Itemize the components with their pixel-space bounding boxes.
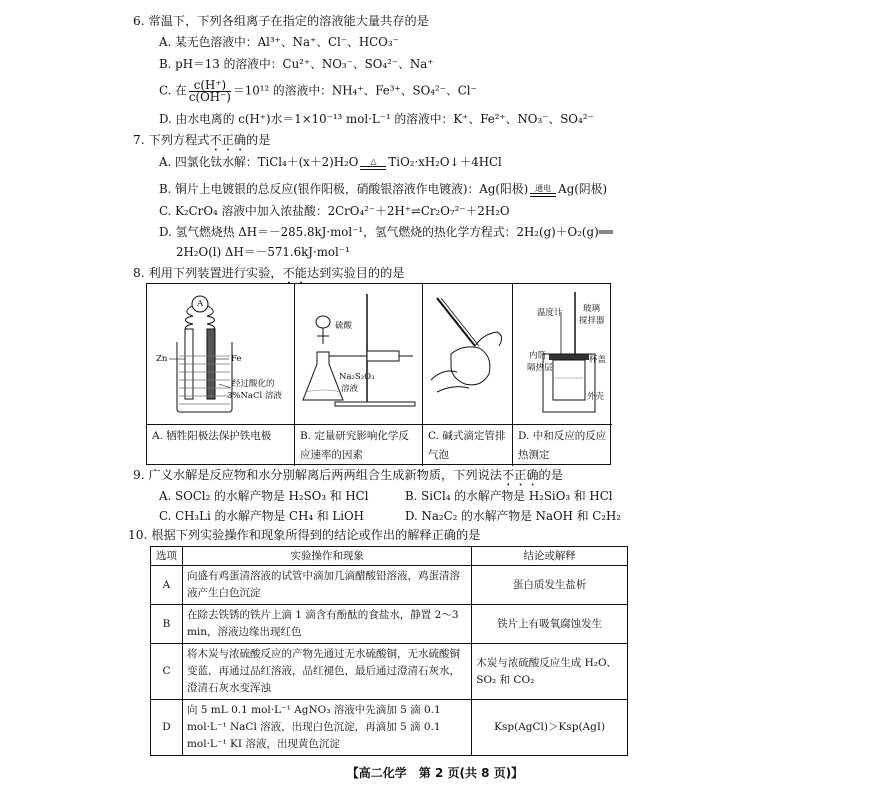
stirrer-label-line1: 玻璃 [583, 304, 601, 314]
q9-option-a: A. SOCl₂ 的水解产物是 H₂SO₃ 和 HCl [159, 489, 369, 503]
figure-d-caption: D. 中和反应的反应热测定 [513, 424, 612, 466]
fe-label: Fe [231, 354, 242, 364]
table-header-option: 选项 [151, 547, 183, 566]
table-header-operation: 实验操作和现象 [182, 547, 471, 566]
q9-option-c: C. CH₃Li 的水解产物是 CH₄ 和 LiOH [159, 509, 364, 523]
q7-option-b-condition [530, 184, 556, 197]
figure-a-caption: A. 牺牲阳极法保护铁电极 [147, 424, 294, 466]
table-row [151, 644, 628, 700]
row-conclusion: 铁片上有吸氧腐蚀发生 [472, 605, 628, 644]
row-operation: 将木炭与浓硫酸反应的产物先通过无水硫酸铜，无水硫酸铜变蓝，再通过品红溶液，品红褪色，最后通过澄清石灰水，澄清石灰水变浑浊 [182, 644, 471, 700]
q8-figure-grid [146, 283, 611, 465]
q7-stem-b: 的是 [246, 133, 271, 147]
q7-option-b-left: B. 铜片上电镀银的总反应(银作阳极，硝酸银溶液作电镀液)：Ag(阳极) [159, 182, 529, 196]
equals-arrow-icon [360, 166, 386, 170]
row-operation: 在除去铁锈的铁片上滴 1 滴含有酚酞的食盐水，静置 2～3 min，溶液边缘出现红色 [182, 605, 471, 644]
inner-cup-label: 内筒 [529, 351, 547, 361]
page-footer: 【高二化学 第 2 页(共 8 页)】 [346, 766, 524, 780]
table-header-conclusion: 结论或解释 [472, 547, 628, 566]
solution-label-line1: 经过酸化的 [232, 379, 275, 389]
insulation-label: 隔热层 [527, 363, 553, 373]
solution-label-line2: 3%NaCl 溶液 [227, 391, 282, 401]
row-operation: 向盛有鸡蛋清溶液的试管中滴加几滴醋酸铅溶液，鸡蛋清溶液产生白色沉淀 [182, 566, 471, 605]
row-option: A [151, 566, 183, 605]
q6-option-a: A. 某无色溶液中：Al³⁺、Na⁺、Cl⁻、HCO₃⁻ [159, 35, 399, 49]
q7-option-b [159, 181, 607, 197]
q7-option-a-condition-label: △ [370, 156, 377, 166]
q9-stem-emphasis: 不正确 [501, 468, 539, 482]
stirrer-label-line2: 搅拌器 [579, 316, 605, 326]
sacrificial-anode-apparatus-icon [147, 284, 295, 424]
zn-label: Zn [156, 354, 168, 364]
q9-option-b: B. SiCl₄ 的水解产物是 H₂SiO₃ 和 HCl [405, 489, 613, 503]
q7-option-d-line2: 2H₂O(l) ΔH＝－571.6kJ·mol⁻¹ [176, 245, 350, 259]
row-operation: 向 5 mL 0.1 mol·L⁻¹ AgNO₃ 溶液中先滴加 5 滴 0.1 mol·L⁻¹ NaCl 溶液，出现白色沉淀，再滴加 5 滴 0.1 mol·L⁻¹ KI 溶液，出现黄色沉淀 [182, 700, 471, 756]
figure-b [295, 284, 423, 466]
row-conclusion: Ksp(AgCl)＞Ksp(AgI) [472, 700, 628, 756]
figure-c-caption: C. 碱式滴定管排气泡 [423, 424, 512, 466]
q9-option-d: D. Na₂C₂ 的水解产物是 NaOH 和 C₂H₂ [405, 509, 622, 523]
q6-option-d: D. 由水电离的 c(H⁺)水＝1×10⁻¹³ mol·L⁻¹ 的溶液中：K⁺、Fe²⁺、NO₃⁻、SO₄²⁻ [159, 112, 594, 126]
q6-option-c-prefix: C. 在 [159, 83, 187, 98]
q6-option-c [159, 80, 477, 103]
q7-option-a-condition [360, 157, 386, 170]
table-row [151, 700, 628, 756]
q9-stem [133, 467, 563, 489]
burette-hands-icon [423, 284, 513, 424]
q10-stem: 10. 根据下列实验操作和现象所得到的结论或作出的解释正确的是 [128, 528, 481, 542]
q10-table [150, 546, 628, 756]
q7-stem [133, 132, 270, 154]
q7-stem-emphasis: 不正确 [209, 133, 247, 147]
row-option: D [151, 700, 183, 756]
thermometer-label: 温度计 [537, 308, 563, 318]
outer-shell-label: 外壳 [587, 392, 605, 402]
thiosulfate-label-line1: Na₂S₂O₃ [339, 372, 375, 382]
table-row [151, 605, 628, 644]
q8-stem-emphasis: 不能 [282, 266, 307, 280]
q7-option-b-condition-label: 通电 [535, 183, 552, 193]
q6-fraction [189, 80, 231, 103]
q7-option-b-right: Ag(阴极) [558, 182, 608, 196]
q6-option-c-suffix: ＝10¹² 的溶液中：NH₄⁺、Fe³⁺、SO₄²⁻、Cl⁻ [232, 83, 477, 98]
row-conclusion: 蛋白质发生盐析 [472, 566, 628, 605]
sulfuric-acid-label: 硫酸 [335, 321, 353, 331]
reaction-rate-apparatus-icon [295, 284, 423, 424]
table-header-row [151, 547, 628, 566]
q6-option-b: B. pH＝13 的溶液中：Cu²⁺、NO₃⁻、SO₄²⁻、Na⁺ [159, 57, 434, 71]
figure-b-caption: B. 定量研究影响化学反应速率的因素 [295, 424, 422, 466]
q8-stem-b: 达到实验目的的是 [306, 266, 405, 280]
q9-stem-b: 的是 [538, 468, 563, 482]
q7-stem-a: 7. 下列方程式 [133, 133, 210, 147]
row-option: B [151, 605, 183, 644]
q9-stem-a: 9. 广义水解是反应物和水分别解离后两两组合生成新物质，下列说法 [133, 468, 502, 482]
row-option: C [151, 644, 183, 700]
lid-label: 杯盖 [589, 355, 607, 365]
q7-option-a-left: A. 四氯化钛水解：TiCl₄＋(x＋2)H₂O [159, 155, 359, 169]
q7-option-c: C. K₂CrO₄ 溶液中加入浓盐酸：2CrO₄²⁻＋2H⁺⇌Cr₂O₇²⁻＋2H₂O [159, 204, 510, 218]
q8-stem-a: 8. 利用下列装置进行实验， [133, 266, 283, 280]
figure-a [147, 284, 295, 466]
thiosulfate-label-line2: 溶液 [341, 384, 359, 394]
q6-fraction-numerator: c(H⁺) [189, 80, 231, 92]
q7-option-a-right: TiO₂·xH₂O↓＋4HCl [388, 155, 502, 169]
figure-c [423, 284, 513, 466]
q6-fraction-denominator: c(OH⁻) [188, 90, 231, 104]
figure-d [513, 284, 612, 466]
q6-stem: 6. 常温下，下列各组离子在指定的溶液能大量共存的是 [133, 14, 429, 28]
q7-option-a [159, 154, 502, 170]
table-row [151, 566, 628, 605]
q7-option-d-line1: D. 氢气燃烧热 ΔH＝－285.8kJ·mol⁻¹，氢气燃烧的热化学方程式：2H₂(g)＋O₂(g)══ [159, 225, 613, 239]
row-conclusion: 木炭与浓硫酸反应生成 H₂O、SO₂ 和 CO₂ [472, 644, 628, 700]
ammeter-label: A [197, 299, 204, 309]
equals-arrow-icon [530, 193, 556, 197]
